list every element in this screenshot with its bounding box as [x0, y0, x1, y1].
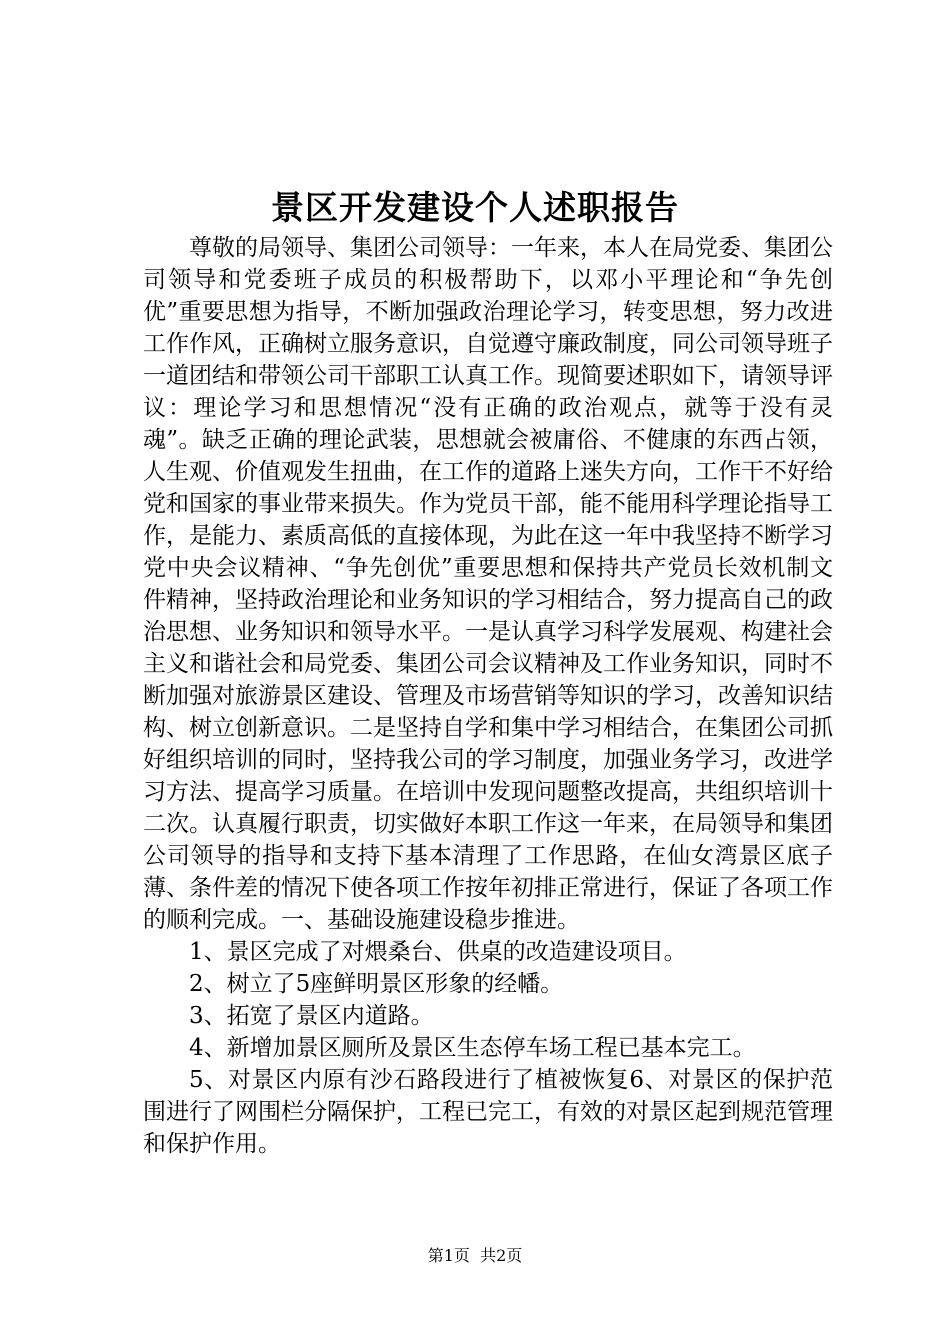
paragraph-item-4: 4、新增加景区厕所及景区生态停车场工程已基本完工。 — [189, 1035, 756, 1061]
paragraph-item-5: 5、对景区内原有沙石路段进行了植被恢复6、对景区的保护范围进行了网围栏分隔保护，工程已完工，有效的对景区起到规范管理和保护作用。 — [143, 1067, 833, 1157]
page-number: 第1页 共2页 — [427, 1246, 523, 1265]
paragraph-intro: 尊敬的局领导、集团公司领导：一年来，本人在局党委、集团公司领导和党委班子成员的积极帮助下，以邓小平理论和“争先创优”重要思想为指导，不断加强政治理论学习，转变思想，努力改进工作作风，正确树立服务意识，自觉遵守廉政制度，同公司领导班子一道团结和带领公司干部职工认真工作。现简要述职如下，请领导评议：理论学习和思想情况“没有正确的政治观点，就等于没有灵魂”。缺乏正确的理论武装，思想就会被庸俗、不健康的东西占领，人生观、价值观发生扭曲，在工作的道路上迷失方向，工作干不好给党和国家的事业带来损失。作为党员干部，能不能用科学理论指导工作，是能力、素质高低的直接体现，为此在这一年中我坚持不断学习党中央会议精神、“争先创优”重要思想和保持共产党员长效机制文件精神，坚持政治理论和业务知识的学习相结合，努力提高自己的政治思想、业务知识和领导水平。一是认真学习科学发展观、构建社会主义和谐社会和局党委、集团公司会议精神及工作业务知识，同时不断加强对旅游景区建设、管理及市场营销等知识的学习，改善知识结构、树立创新意识。二是坚持自学和集中学习相结合，在集团公司抓好组织培训的同时，坚持我公司的学习制度，加强业务学习，改进学习方法、提高学习质量。在培训中发现问题整改提高，共组织培训十二次。认真履行职责，切实做好本职工作这一年来，在局领导和集团公司领导的指导和支持下基本清理了工作思路，在仙女湾景区底子薄、条件差的情况下使各项工作按年初排正常进行，保证了各项工作的顺利完成。一、基础设施建设稳步推进。 — [143, 235, 833, 933]
page-footer — [0, 1245, 950, 1267]
document-title: 景区开发建设个人述职报告 — [271, 188, 679, 227]
paragraph-item-2: 2、树立了5座鲜明景区形象的经幡。 — [189, 971, 564, 997]
paragraph-item-1: 1、景区完成了对煨桑台、供桌的改造建设项目。 — [189, 939, 687, 965]
paragraph-item-3: 3、拓宽了景区内道路。 — [189, 1003, 434, 1029]
document-body — [143, 232, 833, 1160]
